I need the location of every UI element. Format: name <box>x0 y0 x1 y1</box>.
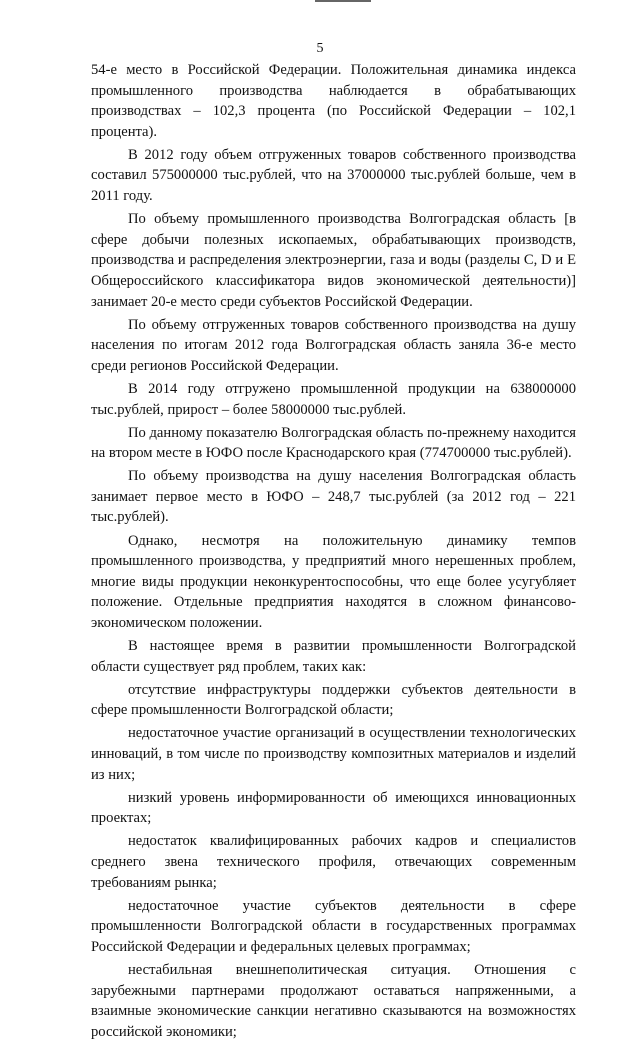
paragraph-7: По объему производства на душу населения Волгоградская область занимает первое место в ЮФО – 248,7 тыс.рублей (за 2012 год – 221 тыс.рублей). <box>91 468 576 526</box>
document-body <box>91 60 576 1045</box>
top-edge-mark <box>315 0 371 2</box>
list-item-personnel: недостаток квалифицированных рабочих кадров и специалистов среднего звена технического профиля, отвечающих современным требованиям рынка; <box>91 833 576 891</box>
list-item-infrastructure: отсутствие инфраструктуры поддержки субъектов деятельности в сфере промышленности Волгоградской области; <box>91 681 576 719</box>
page-number: 5 <box>316 41 324 56</box>
list-item-awareness: низкий уровень информированности об имеющихся инновационных проектах; <box>91 789 576 827</box>
paragraph-4: По объему отгруженных товаров собственного производства на душу населения по итогам 2012 года Волгоградская область заняла 36-е место среди регионов Российской Федерации. <box>91 316 576 374</box>
paragraph-8: Однако, несмотря на положительную динамику темпов промышленного производства, у предприятий много нерешенных проблем, многие виды продукции неконкурентоспособны, что еще более усугубляет положение. Отдельные предприятия находятся в сложном финансово-экономическом положении. <box>91 532 576 631</box>
list-item-foreign-policy: нестабильная внешнеполитическая ситуация. Отношения с зарубежными партнерами продолжают оставаться напряженными, а взаимные экономические санкции негативно сказываются на возможностях российской экономики; <box>91 961 576 1040</box>
paragraph-9: В настоящее время в развитии промышленности Волгоградской области существует ряд проблем, таких как: <box>91 638 576 675</box>
paragraph-3: По объему промышленного производства Волгоградская область [в сфере добычи полезных ископаемых, обрабатывающих производств, производства и распределения электроэнергии, газа и воды (разделы C, D и E Общероссийского классификатора видов экономической деятельности)] занимает 20-е место среди субъектов Российской Федерации. <box>91 211 576 310</box>
paragraph-6: По данному показателю Волгоградская область по-прежнему находится на втором месте в ЮФО после Краснодарского края (774700000 тыс.рублей). <box>91 424 576 462</box>
paragraph-5: В 2014 году отгружено промышленной продукции на 638000000 тыс.рублей, прирост – более 58000000 тыс.рублей. <box>91 380 576 418</box>
list-item-innovation: недостаточное участие организаций в осуществлении технологических инноваций, в том числе по производству композитных материалов и изделий из них; <box>91 725 576 783</box>
paragraph-2: В 2012 году объем отгруженных товаров собственного производства составил 575000000 тыс.рублей, что на 37000000 тыс.рублей больше, чем в 2011 году. <box>91 146 576 205</box>
list-item-programs: недостаточное участие субъектов деятельности в сфере промышленности Волгоградской области в государственных программах Российской Федерации и федеральных целевых программах; <box>91 897 576 955</box>
paragraph-1: 54-е место в Российской Федерации. Положительная динамика индекса промышленного производства наблюдается в обрабатывающих производствах – 102,3 процента (по Российской Федерации – 102,1 процента). <box>91 62 576 140</box>
